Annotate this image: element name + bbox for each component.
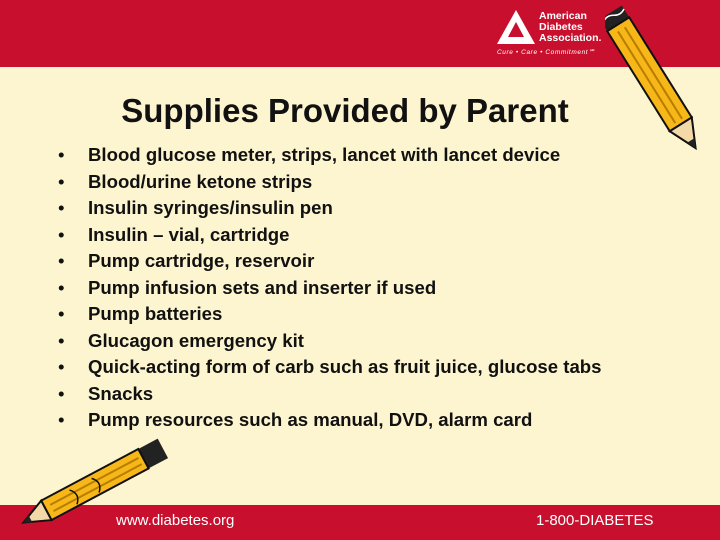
list-item: [58, 197, 602, 224]
pencil-top-right-icon: [605, 0, 705, 170]
logo-line-2: Diabetes: [539, 21, 583, 33]
bullet-dot: •: [58, 197, 65, 218]
bullet-dot: •: [58, 329, 65, 351]
bullet-dot: •: [58, 170, 65, 192]
list-item: [58, 330, 602, 357]
logo-line-3: Association.: [539, 32, 602, 44]
bullet-dot: •: [58, 144, 65, 165]
list-item: [58, 144, 602, 171]
list-item-text: Insulin syringes/insulin pen: [88, 197, 333, 218]
bullet-dot: •: [58, 382, 65, 404]
bullet-dot: •: [58, 356, 65, 377]
list-item: [58, 224, 602, 251]
ada-triangle-logo-icon: [497, 10, 535, 44]
list-item: [58, 277, 602, 304]
bullet-dot: •: [58, 303, 65, 324]
logo-tagline: Cure • Care • Commitment℠: [497, 49, 596, 56]
logo-line-1: American: [539, 10, 587, 22]
list-item: [58, 303, 602, 330]
bullet-dot: •: [58, 223, 65, 245]
list-item-text: Pump infusion sets and inserter if used: [88, 276, 437, 298]
list-item-text: Pump batteries: [88, 303, 223, 324]
supplies-list: [58, 144, 602, 436]
list-item: [58, 171, 602, 198]
list-item-text: Quick-acting form of carb such as fruit juice, glucose tabs: [88, 356, 602, 377]
slide-title: Supplies Provided by Parent: [121, 92, 569, 129]
list-item-text: Blood glucose meter, strips, lancet with lancet device: [88, 144, 561, 165]
ada-logo: [497, 8, 607, 56]
bullet-dot: •: [58, 276, 65, 298]
list-item-text: Glucagon emergency kit: [88, 329, 304, 351]
list-item-text: Blood/urine ketone strips: [88, 170, 313, 192]
list-item: [58, 383, 602, 410]
bullet-dot: •: [58, 250, 65, 271]
logo-wordmark: [539, 11, 601, 44]
list-item-text: Pump resources such as manual, DVD, alarm card: [88, 409, 533, 430]
footer-website: www.diabetes.org: [116, 512, 235, 529]
list-item-text: Insulin – vial, cartridge: [88, 223, 290, 245]
bullet-dot: •: [58, 409, 65, 430]
footer-phone: 1-800-DIABETES: [536, 512, 654, 529]
list-item: [58, 250, 602, 277]
list-item-text: Snacks: [88, 382, 154, 404]
list-item-text: Pump cartridge, reservoir: [88, 250, 315, 271]
list-item: [58, 356, 602, 383]
